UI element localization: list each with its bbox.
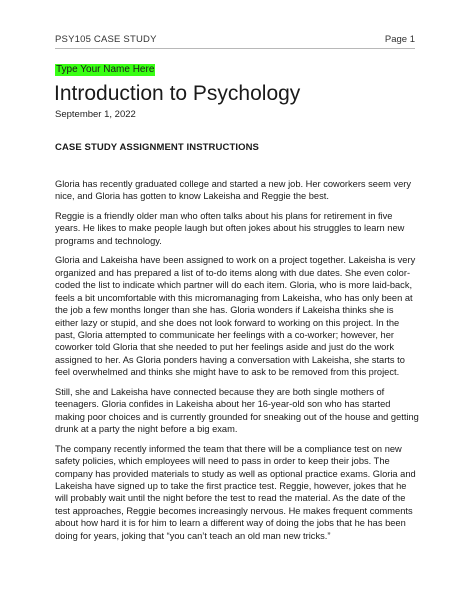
name-placeholder[interactable]: Type Your Name Here [56, 64, 155, 75]
paragraph: Gloria has recently graduated college and started a new job. Her coworkers seem very nice, and Gloria has gotten to know Lakeisha and Reggie the best. [55, 179, 412, 202]
paragraph: The company recently informed the team that there will be a compliance test on new safety policies, which employees will need to pass in order to keep their jobs. The company has provided materials to study as well as optional practice exams. Gloria and Lakeisha have signed up to take the first practice test. Reggie, however, jokes that he will probably wait until the night before the test to read the material. As the date of the test approaches, Reggie becomes increasingly nervous. He makes frequent comments about how hard it is for him to learn a different way of doing the jobs that he has been doing for years, joking that “you can’t teach an old man new tricks.” [55, 443, 416, 541]
section-heading: CASE STUDY ASSIGNMENT INSTRUCTIONS [55, 142, 259, 153]
page-number: Page 1 [384, 34, 415, 45]
paragraph: Reggie is a friendly older man who often talks about his plans for retirement in five years. He likes to make people laugh but often jokes about his struggles to learn new programs and technology. [55, 210, 405, 246]
body-text [55, 178, 419, 549]
course-label: PSY105 CASE STUDY [55, 34, 157, 45]
document-date: September 1, 2022 [55, 109, 136, 120]
paragraph: Still, she and Lakeisha have connected because they are both single mothers of teenagers. Gloria confides in Lakeisha about her 16-year-old son who has started making poor choices and is currently grounded for sneaking out of the house and getting drunk at a party the night before a big exam. [55, 386, 419, 435]
page-header [55, 32, 415, 49]
document-title: Introduction to Psychology [54, 82, 301, 105]
paragraph: Gloria and Lakeisha have been assigned to work on a project together. Lakeisha is very organized and has prepared a list of to-do items along with due dates. She even color-coded the list to indicate which partner will do each item. Gloria, who is more laid-back, feels a bit uncomfortable with this micromanaging from Lakeisha, who has only been at the job a few months longer than she has. Gloria wonders if Lakeisha thinks she is either lazy or stupid, and she does not look forward to working on this project. In the past, Gloria attempted to communicate her feelings with a co-worker; however, her coworker told Gloria that she needed to put her feelings aside and just do the work assigned to her. As Gloria ponders having a conversation with Lakeisha, she starts to feel overwhelmed and thinks she might have to ask to be removed from this project. [55, 255, 416, 378]
